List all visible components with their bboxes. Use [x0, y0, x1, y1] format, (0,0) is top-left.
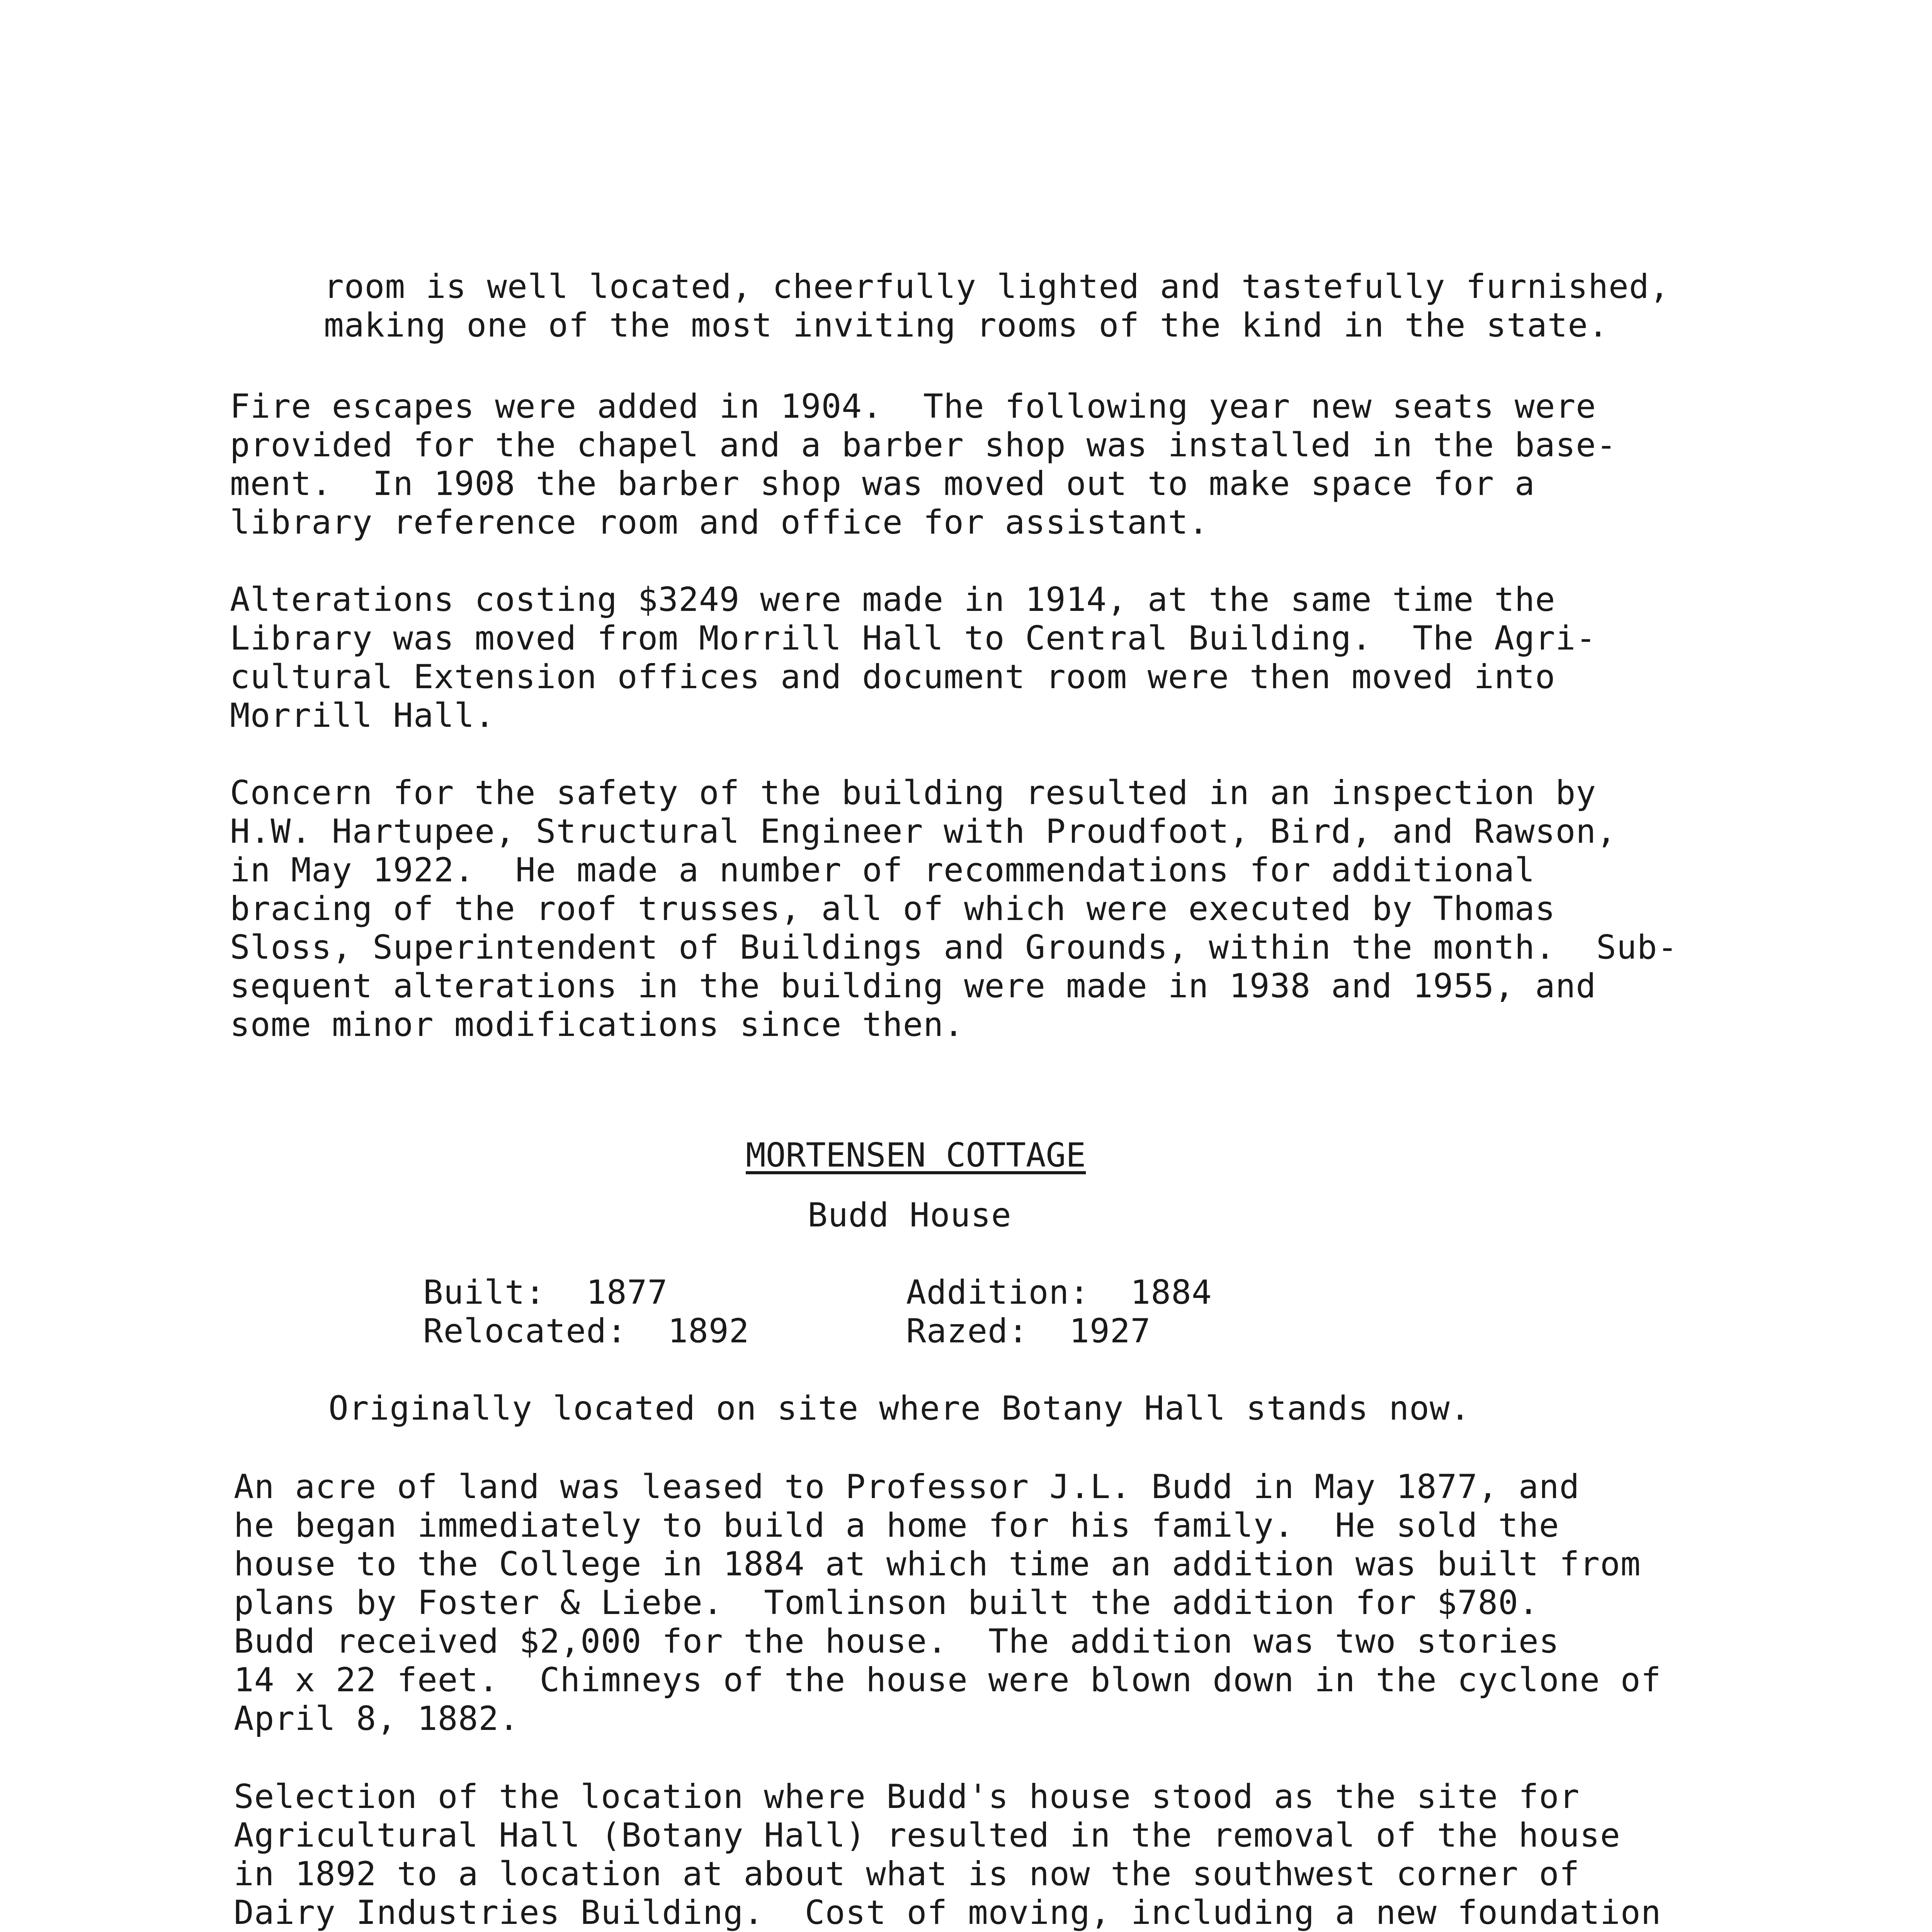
paragraph-line: in May 1922. He made a number of recommendations for additional — [230, 851, 1535, 889]
paragraph-line: Library was moved from Morrill Hall to Central Building. The Agri- — [230, 619, 1597, 658]
paragraph-line: library reference room and office for assistant. — [230, 503, 1209, 542]
paragraph-line: Fire escapes were added in 1904. The following year new seats were — [230, 387, 1597, 426]
paragraph-line: bracing of the roof trusses, all of which were executed by Thomas — [230, 889, 1556, 928]
paragraph-line: Dairy Industries Building. Cost of moving, including a new foundation — [234, 1893, 1662, 1932]
fact-razed: Razed: 1927 — [906, 1312, 1151, 1350]
paragraph-line: plans by Foster & Liebe. Tomlinson built the addition for $780. — [234, 1583, 1539, 1622]
paragraph-line: making one of the most inviting rooms of the kind in the state. — [324, 306, 1609, 345]
location-note: Originally located on site where Botany Hall stands now. — [328, 1389, 1471, 1428]
paragraph-line: Sloss, Superintendent of Buildings and Grounds, within the month. Sub- — [230, 928, 1678, 967]
fact-built: Built: 1877 — [423, 1273, 668, 1312]
paragraph-line: Concern for the safety of the building resulted in an inspection by — [230, 774, 1597, 812]
paragraph-line: April 8, 1882. — [234, 1699, 519, 1738]
section-subtitle: Budd House — [808, 1196, 1012, 1235]
paragraph-line: room is well located, cheerfully lighted and tastefully furnished, — [324, 267, 1670, 306]
paragraph-line: he began immediately to build a home for his family. He sold the — [234, 1506, 1560, 1545]
paragraph-line: provided for the chapel and a barber shop was installed in the base- — [230, 426, 1617, 464]
paragraph-line: sequent alterations in the building were made in 1938 and 1955, and — [230, 967, 1597, 1005]
paragraph-line: H.W. Hartupee, Structural Engineer with Proudfoot, Bird, and Rawson, — [230, 812, 1617, 851]
paragraph-line: Alterations costing $3249 were made in 1914, at the same time the — [230, 580, 1556, 619]
paragraph-line: some minor modifications since then. — [230, 1005, 964, 1044]
paragraph-line: Morrill Hall. — [230, 696, 495, 735]
fact-relocated: Relocated: 1892 — [423, 1312, 750, 1350]
paragraph-line: An acre of land was leased to Professor J.L. Budd in May 1877, and — [234, 1468, 1580, 1506]
paragraph-line: 14 x 22 feet. Chimneys of the house were blown down in the cyclone of — [234, 1661, 1662, 1699]
section-title: MORTENSEN COTTAGE — [746, 1136, 1086, 1175]
paragraph-line: Selection of the location where Budd's house stood as the site for — [234, 1777, 1580, 1816]
paragraph-line: in 1892 to a location at about what is now the southwest corner of — [234, 1855, 1580, 1893]
paragraph-line: house to the College in 1884 at which time an addition was built from — [234, 1545, 1641, 1583]
paragraph-line: Budd received $2,000 for the house. The addition was two stories — [234, 1622, 1560, 1661]
paragraph-line: cultural Extension offices and document room were then moved into — [230, 658, 1556, 696]
paragraph-line: Agricultural Hall (Botany Hall) resulted in the removal of the house — [234, 1816, 1621, 1855]
paragraph-line: ment. In 1908 the barber shop was moved out to make space for a — [230, 464, 1535, 503]
fact-addition: Addition: 1884 — [906, 1273, 1212, 1312]
